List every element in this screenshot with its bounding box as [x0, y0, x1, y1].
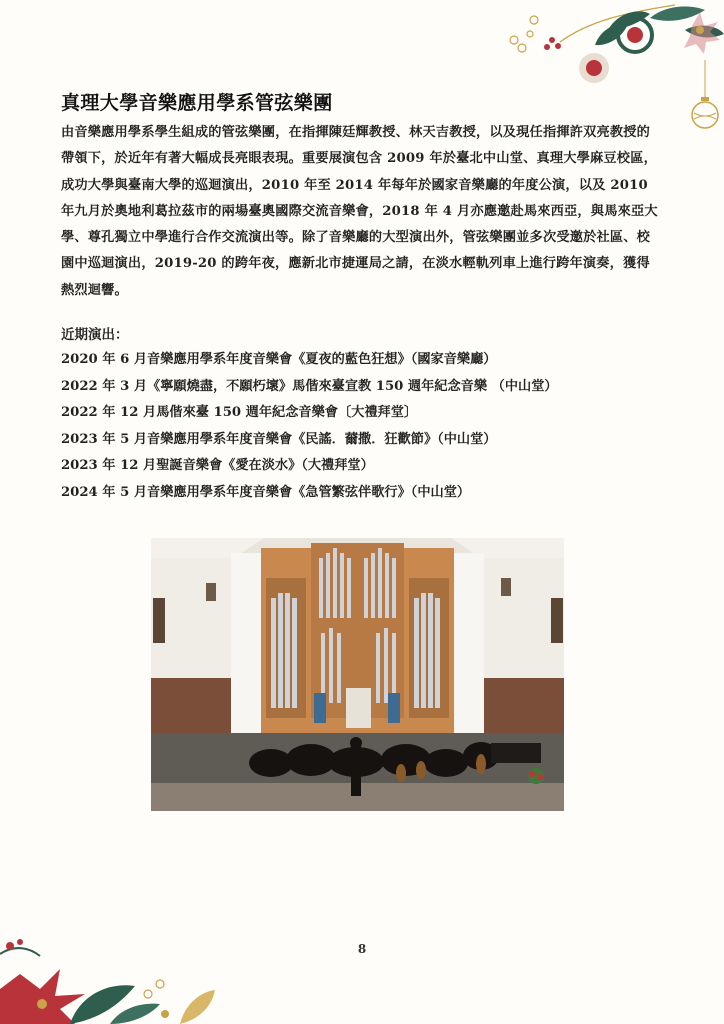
ornament-flower-icon	[579, 53, 609, 83]
list-item: 2022 年 3 月《寧願燒盡，不願朽壞》馬偕來臺宣教 150 週年紀念音樂 （中山堂）	[61, 378, 558, 394]
poinsettia-icon	[0, 969, 85, 1024]
list-item: 2023 年 5 月音樂應用學系年度音樂會《民謠．薾撒．狂歡節》（中山堂）	[61, 431, 497, 447]
intro-paragraph: 由音樂應用學系學生組成的管弦樂團，在指揮陳廷輝教授、林天吉教授，以及現任指揮許双亮教授的帶領下，於近年有著大幅成長亮眼表現。重要展演包含 2009 年於臺北中山堂、真理大學麻豆校區，成功大學與臺南大學的巡迴演出，2010 年至 2014 年每年於國家音樂廳的年度公演，以及 2010 年九月於奧地利葛拉茲市的兩場臺奧國際交流音樂會，2018 年 4 月亦應邀赴馬來西亞，與馬來亞大學、尊孔獨立中學進行合作交流演出等。除了音樂廳的大型演出外，管弦樂團並多次受邀於社區、校園中巡迴演出，2019-20 的跨年夜，應新北市捷運局之請，在淡水輕軌列車上進行跨年演奏，獲得熱烈迴響。	[61, 125, 658, 298]
pipe-organ	[261, 543, 454, 733]
flower-arrangement	[528, 768, 544, 784]
page-number: 8	[357, 942, 367, 956]
list-item: 2022 年 12 月馬偕來臺 150 週年紀念音樂會〔大禮拜堂〕	[61, 405, 418, 420]
hanging-bauble-icon	[692, 60, 718, 128]
page-title: 真理大學音樂應用學系管弦樂團	[61, 92, 333, 114]
berries-icon	[510, 16, 561, 52]
list-item: 2020 年 6 月音樂應用學系年度音樂會《夏夜的藍色狂想》（國家音樂廳）	[61, 352, 497, 367]
list-item: 2024 年 5 月音樂應用學系年度音樂會《急管繁弦伴歌行》（中山堂）	[61, 484, 471, 500]
holiday-floral-decoration-bottom	[0, 934, 220, 1024]
list-item: 2023 年 12 月聖誕音樂會《愛在淡水》（大禮拜堂）	[61, 458, 374, 473]
gold-leaf-icon	[180, 990, 215, 1024]
holiday-floral-decoration-top	[500, 0, 724, 135]
performance-list	[61, 347, 558, 506]
orchestra-concert-photo	[151, 538, 564, 811]
recent-performances-heading: 近期演出：	[61, 327, 129, 343]
